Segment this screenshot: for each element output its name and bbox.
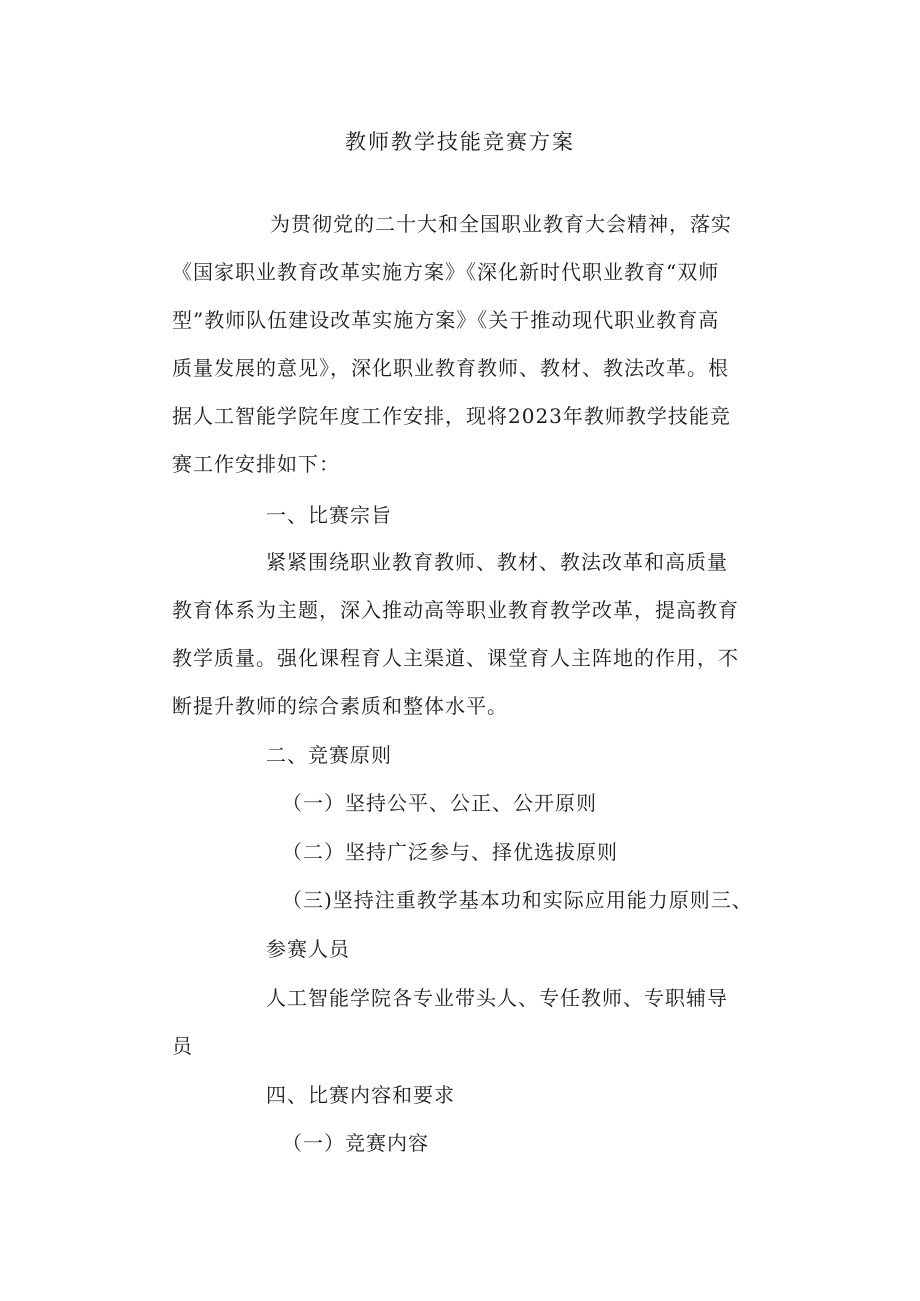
section-heading: 四、比赛内容和要求: [266, 1083, 455, 1107]
principle-item: （二）坚持广泛参与、择优选拔原则: [282, 840, 618, 864]
principle-item: （一）坚持公平、公正、公开原则: [282, 791, 597, 815]
section-heading: 一、比赛宗旨: [266, 503, 392, 527]
paragraph-line: 人工智能学院各专业带头人、专任教师、专职辅导: [266, 986, 728, 1010]
paragraph-line: 紧紧围绕职业教育教师、教材、教法改革和高质量: [266, 550, 728, 574]
intro-line: 为贯彻党的二十大和全国职业教育大会精神，落实: [270, 212, 732, 236]
section-heading: 二、竞赛原则: [266, 743, 392, 767]
intro-line: 《国家职业教育改革实施方案》《深化新时代职业教育“双师: [172, 260, 720, 284]
intro-line: 型”教师队伍建设改革实施方案》《关于推动现代职业教育高: [172, 308, 720, 332]
paragraph-line: 教育体系为主题，深入推动高等职业教育教学改革，提高教育: [172, 598, 739, 622]
section-heading: 参赛人员: [266, 937, 350, 961]
document-title: 教师教学技能竞赛方案: [345, 130, 575, 154]
paragraph-line: 断提升教师的综合素质和整体水平。: [172, 694, 508, 718]
intro-line: 据人工智能学院年度工作安排，现将2023年教师教学技能竞: [172, 404, 731, 428]
intro-line: 赛工作安排如下：: [172, 452, 340, 476]
content-item: （一）竞赛内容: [282, 1131, 429, 1155]
intro-line: 质量发展的意见》，深化职业教育教师、教材、教法改革。根: [172, 356, 729, 380]
paragraph-line: 员: [172, 1034, 193, 1058]
principle-item: （三)坚持注重教学基本功和实际应用能力原则三、: [282, 888, 753, 912]
paragraph-line: 教学质量。强化课程育人主渠道、课堂育人主阵地的作用，不: [172, 646, 739, 670]
